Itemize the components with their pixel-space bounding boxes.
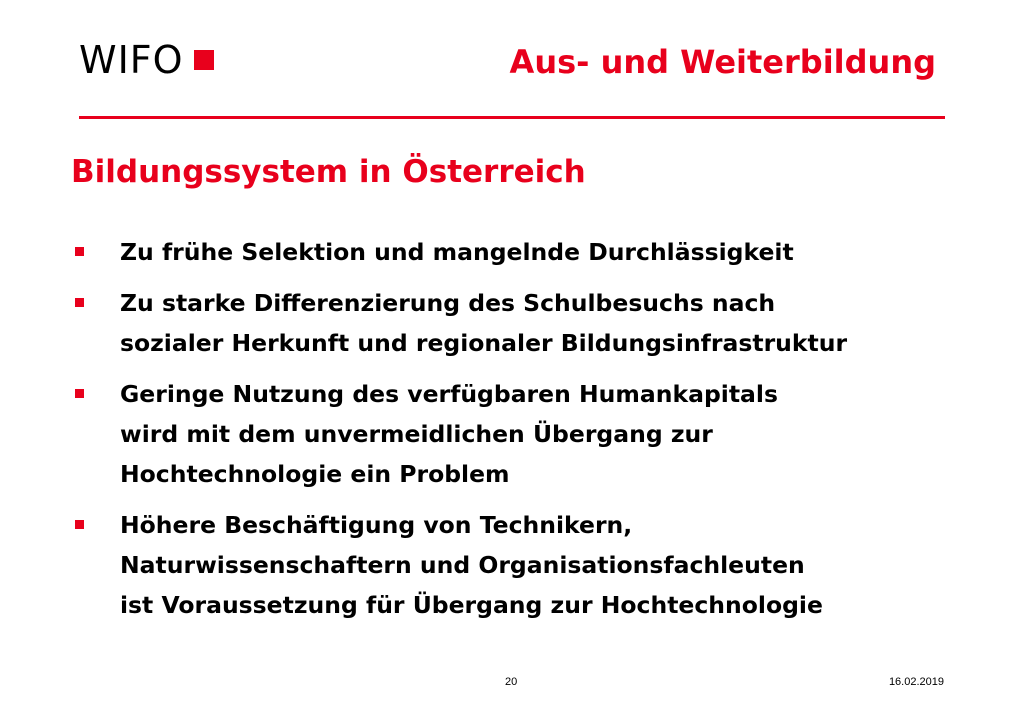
bullet-line: Zu starke Differenzierung des Schulbesuchs nach — [120, 289, 776, 317]
bullet-line: Zu frühe Selektion und mangelnde Durchlässigkeit — [120, 238, 794, 266]
logo-square-icon — [194, 50, 214, 70]
bullet-line: wird mit dem unvermeidlichen Übergang zur — [120, 420, 713, 448]
page-number: 20 — [505, 676, 518, 688]
header-title: Aus- und Weiterbildung — [509, 43, 936, 81]
header-divider — [79, 116, 945, 119]
bullet-square-icon — [75, 298, 84, 307]
bullet-item — [72, 374, 972, 494]
bullet-square-icon — [75, 247, 84, 256]
bullet-item — [72, 505, 972, 625]
bullet-line: sozialer Herkunft und regionaler Bildungsinfrastruktur — [120, 329, 848, 357]
bullet-item — [72, 283, 972, 363]
bullet-line: Höhere Beschäftigung von Technikern, — [120, 511, 633, 539]
bullet-line: Hochtechnologie ein Problem — [120, 460, 510, 488]
bullet-item — [72, 232, 972, 272]
bullet-square-icon — [75, 389, 84, 398]
bullet-line: ist Voraussetzung für Übergang zur Hochtechnologie — [120, 591, 823, 619]
wifo-logo — [79, 38, 214, 82]
bullet-list — [72, 232, 972, 636]
bullet-square-icon — [75, 520, 84, 529]
bullet-line: Naturwissenschaftern und Organisationsfachleuten — [120, 551, 805, 579]
slide-subtitle: Bildungssystem in Österreich — [71, 154, 586, 190]
slide-date: 16.02.2019 — [888, 676, 944, 688]
logo-text: WIFO — [79, 38, 184, 82]
bullet-line: Geringe Nutzung des verfügbaren Humankapitals — [120, 380, 778, 408]
